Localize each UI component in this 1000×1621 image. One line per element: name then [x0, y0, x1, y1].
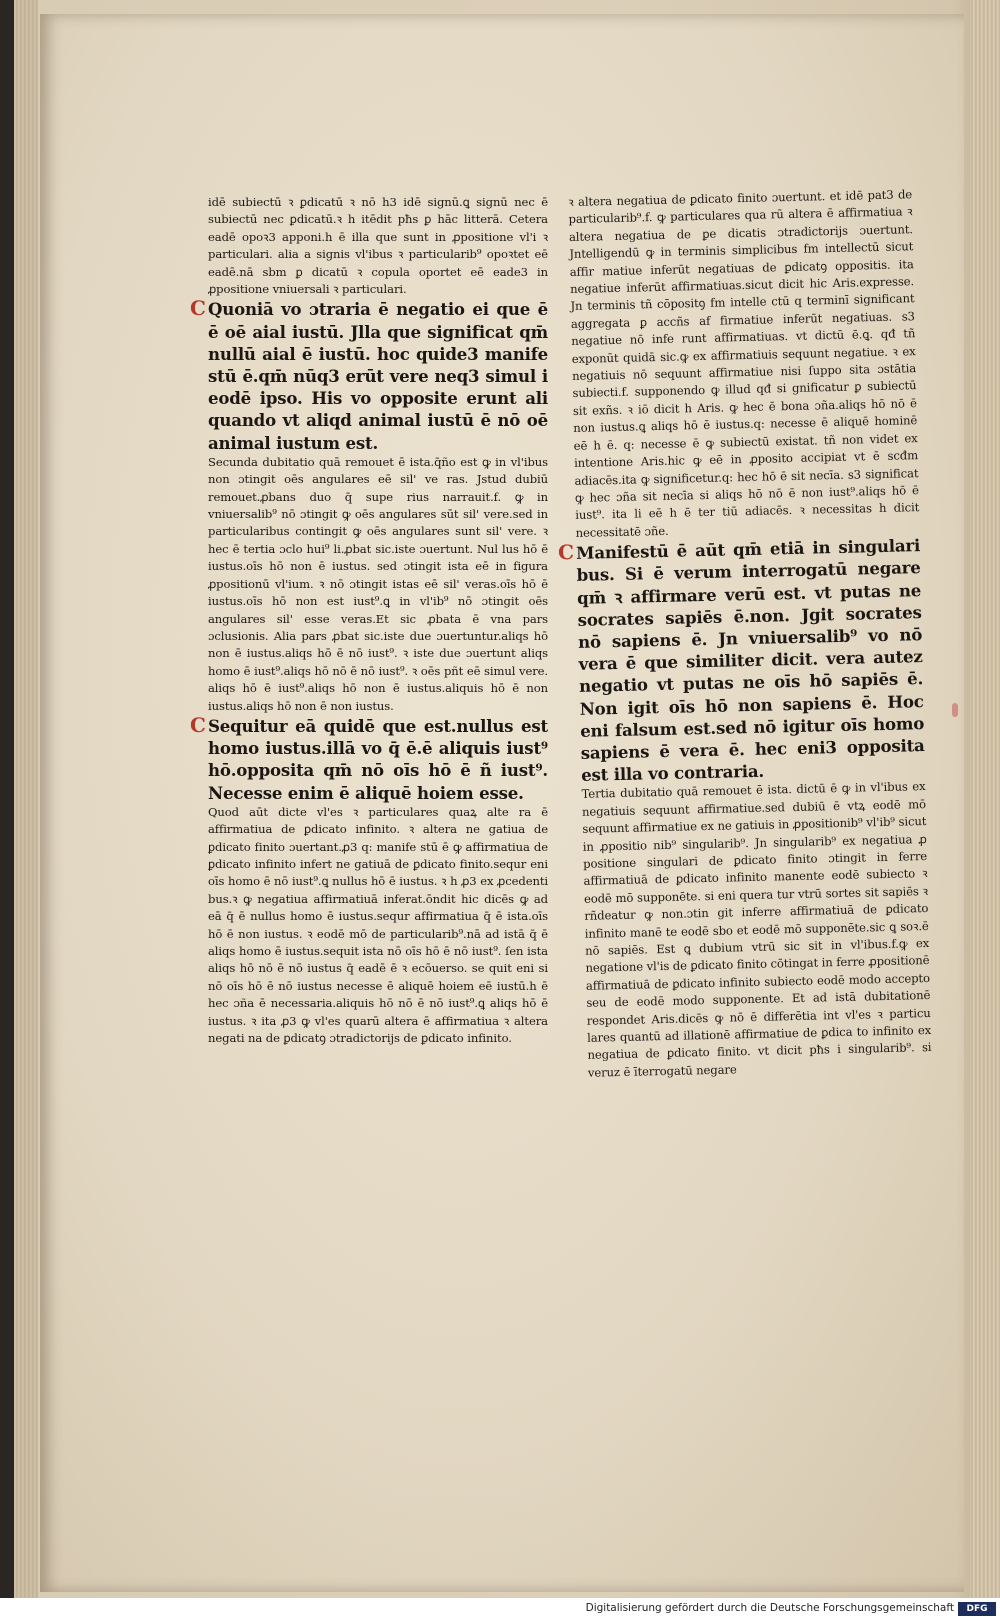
commentary-paragraph — [568, 186, 920, 542]
paragraph-text: idē subiectū ꝛ ꝑdicatū ꝛ nō h3 idē signū.ꝗ signū nec ē subiectū nec ꝑdicatū.ꝛ h itēdit pħs ꝑ hāc litterā. Cetera eadē opoꝛ3 apponi.h ē illa que sunt in ꝓpositione vl'i ꝛ particulari. alia a signis vl'ibus ꝛ particularib⁹ opoꝛtet eē eadē.nā sbm ꝑ dicatū ꝛ copula oportet eē eade3 in ꝓpositione vniuersali ꝛ particulari. — [208, 195, 548, 297]
left-page-edges — [14, 0, 38, 1598]
footer-bar — [0, 1598, 1000, 1621]
paragraph-text: Sequitur eā quidē que est.nullus est homo iustus.illā vo q̄ ē.ē aliquis iust⁹ hō.opposita qm̄ nō oīs hō ē ñ iust⁹. Necesse enim ē aliquē hoiem esse. — [208, 715, 548, 803]
commentary-paragraph — [208, 454, 548, 715]
paragraph-text: Quoniā vo ɔtraria ē negatio ei que ē ē oē aial iustū. Jlla que significat qm̄ nullū aial ē iustū. hoc quide3 manife stū ē.qm̄ nūq3 erūt vere neq3 simul i eodē ipso. His vo opposite erunt ali quando vt aliqd animal iustū ē nō oē animal iustum est. — [208, 299, 548, 453]
commentary-paragraph — [208, 804, 548, 1048]
commentary-paragraph — [208, 194, 548, 298]
lemma-paragraph — [557, 534, 925, 786]
lemma-paragraph — [190, 296, 548, 453]
red-ink-mark — [952, 703, 958, 717]
book-page — [40, 14, 964, 1592]
paragraph-text: Quod aūt dicte vl'es ꝛ particulares quaꝝ alte ra ē affirmatiua de ꝑdicato infinito. ꝛ altera ne gatiua de ꝑdicato finito ɔuertant.ꝓ3 q: manife stū ē ꝙ affirmatiua de ꝑdicato infinito infert ne gatiuā de ꝑdicato finito.sequr eni oīs homo ē nō iust⁹.ꝗ nullus hō ē iustus. ꝛ h ꝓ3 ex ꝓcedenti bus.ꝛ ꝙ negatiua affirmatiuā inferat.ōndit hic dicēs ꝙ ad eā q̄ ē nullus homo ē iustus.sequr affirmatiua q̄ ē ista.oīs hō ē non iustus. ꝛ eodē mō de particularib⁹.nā ad istā q̄ ē aliqs homo ē iustus.sequit ista nō oīs hō ē nō iust⁹. ſen ista aliqs hō nō ē nō iustus q̄ eadē ē ꝛ ecōuerso. se quit eni si nō oīs hō ē nō iustus necesse ē aliquē hoiem eē iustū.h ē hec ɔña ē necessaria.aliquis hō nō ē nō iust⁹.ꝗ aliqs hō ē iustus. ꝛ ita ꝓ3 ꝙ vl'es quarū altera ē affirmatiua ꝛ altera negati na de ꝑdicatꝯ ɔtradictorijs de ꝑdicato infinito. — [208, 804, 548, 1046]
right-text-column — [557, 186, 932, 1082]
paragraph-text: Manifestū ē aūt qm̄ etiā in singulari bus. Si ē verum interrogatū negare qm̄ ꝛ affirmare verū est. vt putas ne socrates sapiēs ē.non. Jgit socrates nō sapiens ē. Jn vniuersalib⁹ vo nō vera ē que similiter dicit. vera autez negatio vt putas ne oīs hō sapiēs ē. Non igit oīs hō non sapiens ē. Hoc eni falsum est.sed nō igitur oīs homo sapiens ē vera ē. hec eni3 opposita est illa vo contraria. — [575, 535, 925, 786]
rubricated-initial: C — [190, 296, 206, 321]
rubricated-initial: C — [557, 540, 575, 565]
commentary-paragraph — [581, 778, 932, 1082]
paragraph-text: Secunda dubitatio quā remouet ē ista.q̄ño est ꝙ in vl'ibus non ɔtingit oēs angulares eē sil' ve ras. Jstud dubiū remouet.ꝓbans duo q̄ supe rius narrauit.f. ꝙ in vniuersalib⁹ nō ɔtingit ꝙ oēs angulares sūt sil' vere.sed in particularibus contingit ꝙ oēs angulares sunt sil' vere. ꝛ hec ē tertia ɔclo hui⁹ li.ꝓbat sic.iste ɔuertunt. Nul lus hō ē iustus.oīs hō non ē iustus. sed ɔtingit ista eē in figura ꝓpositionū vl'ium. ꝛ nō ɔtingit istas eē sil' veras.oīs hō ē iustus.oīs hō non est iust⁹.ꝗ in vl'ib⁹ nō ɔtingit oēs angulares sil' esse veras.Et sic ꝓbata ē vna pars ɔclusionis. Alia pars ꝓbat sic.iste due ɔuertuntur.aliqs hō non ē iustus.aliqs hō ē nō iust⁹. ꝛ iste due ɔuertunt aliqs homo ē iust⁹.aliqs hō nō ē nō iust⁹. ꝛ oēs pñt eē simul vere. aliqs hō ē iust⁹.aliqs hō non ē iustus.aliquis hō ē non iustus.aliqs hō non ē non iustus. — [208, 454, 548, 713]
right-page-edges — [970, 0, 1000, 1598]
dfg-logo: DFG — [958, 1602, 996, 1616]
paragraph-text: Tertia dubitatio quā remouet ē ista. dictū ē ꝙ in vl'ibus ex negatiuis sequunt affirmatiue.sed dubiū ē vtꝝ eodē mō sequunt affirmatiue ex ne gatiuis in ꝓpositionib⁹ vl'ib⁹ sicut in ꝓpositio nib⁹ singularib⁹. Jn singularib⁹ ex negatiua ꝓ positione singulari de ꝑdicato finito ɔtingit in ferre affirmatiuā de ꝑdicato infinito manente eodē subiecto ꝛ eodē mō supponēte. si eni quera tur vtrū sortes sit sapiēs ꝛ rñdeatur ꝙ non.ɔtin git inferre affirmatiuā de ꝑdicato infinito manē te eodē sbo et eodē mō supponēte.sic ꝗ soꝛ.ē nō sapiēs. Est ꝗ dubium vtrū sic sit in vl'ibus.f.ꝙ ex negatione vl'is de ꝑdicato finito cōtingat in ferre ꝓpositionē affirmatiuā de ꝑdicato infinito subiecto eodē modo accepto seu de eodē modo supponente. Et ad istā dubitationē respondet Aris.dicēs ꝙ nō ē differētia int vl'es ꝛ particu lares quantū ad illationē affirmatiue de ꝑdica to infinito ex negatiua de ꝑdicato finito. vt dicit pħs i singularib⁹. si veruz ē īterrogatū negare — [581, 779, 932, 1080]
left-text-column — [190, 194, 548, 1047]
paragraph-text: ꝛ altera negatiua de ꝑdicato finito ɔuertunt. et idē pat3 de particularib⁹.f. ꝙ particulares qua rū altera ē affirmatiua ꝛ altera negatiua de ꝑe dicatis ɔtradictorijs ɔuertunt. Jntelligendū ꝙ in terminis simplicibus fm intellectū sicut affir matiue inferūt negatiuas de ꝑdicatꝯ oppositis. ita negatiue inferūt affirmatiuas.sicut dicit hic Aris.expresse. Jn terminis tñ cōpositꝯ fm intelle ctū q terminī significant aggregata ꝑ accñs af firmatiue inferūt negatiuas. s3 negatiue nō infe runt affirmatiuas. vt dictū ē.ꝗ. qđ tñ exponūt quidā sic.ꝙ ex affirmatiuis sequunt negatiue. ꝛ ex negatiuis nō sequunt affirmatiue nisi ſuppo sita ɔstātia subiecti.f. supponendo ꝙ illud qđ si gnificatur ꝑ subiectū sit exñs. ꝛ iō dicit h Aris. ꝙ hec ē bona ɔña.aliqs hō nō ē non iustus.ꝗ aliqs hō ē iustus.q: necesse ē aliquē hominē eē h ē. q: necesse ē ꝙ subiectū existat. tñ non videt ex intentione Aris.hic ꝙ eē in ꝓposito accipiat vt ē scđm adiacēs.ita ꝙ significetur.q: hec hō ē sit necīa. s3 significat ꝙ hec ɔña sit necīa si aliqs hō nō ē non iust⁹.aliqs hō ē iust⁹. ita li eē h ē ter tiū adiacēs. ꝛ necessitas h dicit necessitatē ɔñe. — [568, 187, 920, 540]
lemma-paragraph — [190, 712, 548, 804]
funding-credit: Digitalisierung gefördert durch die Deutsche Forschungsgemeinschaft — [585, 1602, 954, 1614]
rubricated-initial: C — [190, 712, 206, 737]
book-scan — [14, 0, 1000, 1598]
